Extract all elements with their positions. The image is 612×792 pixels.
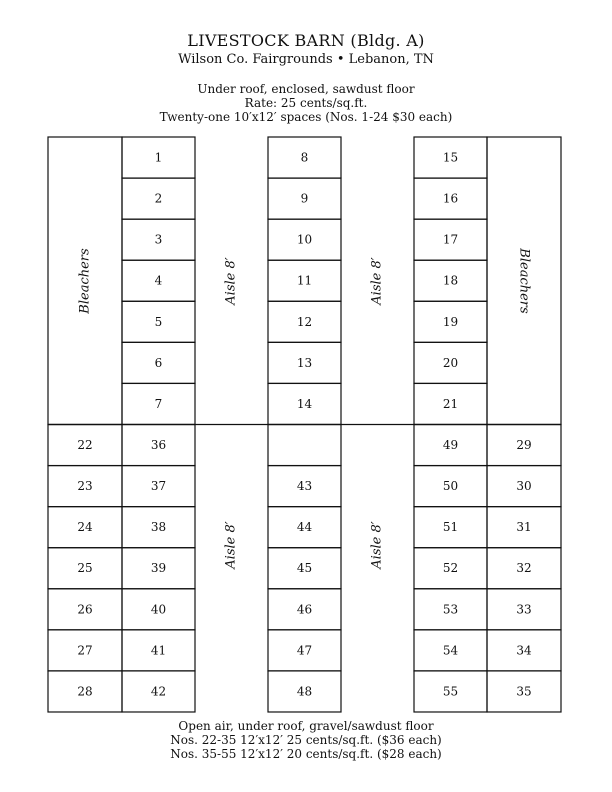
stall-42-label: 42	[150, 684, 167, 699]
stall-49-label: 49	[442, 438, 459, 453]
stall-40-label: 40	[150, 602, 167, 617]
stall-55-label: 55	[442, 684, 459, 699]
stall-4-label: 4	[154, 273, 163, 288]
page-title: LIVESTOCK BARN (Bldg. A)	[187, 31, 425, 50]
aisle-lower-right-label: Aisle 8′	[369, 521, 385, 569]
stall-2-label: 2	[154, 191, 163, 206]
stall-21-label: 21	[442, 396, 459, 411]
stall-34-label: 34	[516, 643, 532, 658]
stall-17-label: 17	[442, 232, 459, 247]
enclosed-rate-note: Rate: 25 cents/sq.ft.	[244, 96, 368, 110]
stall-14-label: 14	[296, 396, 313, 411]
open-air-rate-note-2: Nos. 35-55 12′x12′ 20 cents/sq.ft. ($28 each)	[170, 747, 442, 761]
stall-3-label: 3	[154, 232, 163, 247]
stall-39-label: 39	[150, 561, 167, 576]
enclosed-spaces-note: Twenty-one 10′x12′ spaces (Nos. 1-24 $30 each)	[159, 110, 453, 124]
stall-23-label: 23	[77, 479, 93, 494]
stall-24-label: 24	[77, 520, 93, 535]
stall-31-label: 31	[516, 520, 532, 535]
aisle-lower-left-label: Aisle 8′	[223, 521, 239, 569]
stall-13-label: 13	[296, 355, 313, 370]
aisle-upper-right-label: Aisle 8′	[369, 257, 385, 305]
stall-25-label: 25	[77, 561, 93, 576]
stall-26-label: 26	[77, 602, 93, 617]
aisle-upper-left-label: Aisle 8′	[223, 257, 239, 305]
bleachers-right-label: Bleachers	[516, 248, 532, 314]
stall-32-label: 32	[516, 561, 532, 576]
stall-1-label: 1	[154, 150, 163, 165]
stall-8-label: 8	[300, 150, 309, 165]
stall-36-label: 36	[150, 438, 167, 453]
stall-7-label: 7	[154, 396, 163, 411]
open-air-rate-note-1: Nos. 22-35 12′x12′ 25 cents/sq.ft. ($36 each)	[170, 733, 442, 747]
stall-47-label: 47	[296, 643, 313, 658]
stall-20-label: 20	[442, 355, 459, 370]
stall-53-label: 53	[442, 602, 459, 617]
stall-28-label: 28	[77, 684, 93, 699]
open-air-floor-note: Open air, under roof, gravel/sawdust floor	[178, 719, 434, 733]
stall-44-label: 44	[296, 520, 313, 535]
stall-50-label: 50	[442, 479, 459, 494]
stall-19-label: 19	[442, 314, 459, 329]
stall-46-label: 46	[296, 602, 313, 617]
stall-43-label: 43	[296, 479, 313, 494]
stall-38-label: 38	[150, 520, 167, 535]
stall-27-label: 27	[77, 643, 93, 658]
stall-6-label: 6	[154, 355, 163, 370]
bleachers-left-label: Bleachers	[77, 248, 93, 314]
stall-29-label: 29	[516, 438, 532, 453]
stall-11-label: 11	[296, 273, 313, 288]
stall-51-label: 51	[442, 520, 459, 535]
location-subtitle: Wilson Co. Fairgrounds • Lebanon, TN	[178, 52, 434, 67]
stall-30-label: 30	[516, 479, 532, 494]
stall-48-label: 48	[296, 684, 313, 699]
stall-35-label: 35	[516, 684, 532, 699]
stall-15-label: 15	[442, 150, 459, 165]
stall-52-label: 52	[442, 561, 459, 576]
stall-22-label: 22	[77, 438, 93, 453]
stall-37-label: 37	[150, 479, 167, 494]
stall-9-label: 9	[300, 191, 309, 206]
stall-16-label: 16	[442, 191, 459, 206]
stall-41-label: 41	[150, 643, 167, 658]
stall-33-label: 33	[516, 602, 532, 617]
stall-18-label: 18	[442, 273, 459, 288]
stall-10-label: 10	[296, 232, 313, 247]
stall-5-label: 5	[154, 314, 163, 329]
stall-54-label: 54	[442, 643, 459, 658]
stall-12-label: 12	[296, 314, 313, 329]
stall-45-label: 45	[296, 561, 313, 576]
stall-open-c-blank	[268, 425, 341, 466]
enclosed-floor-note: Under roof, enclosed, sawdust floor	[197, 82, 415, 96]
